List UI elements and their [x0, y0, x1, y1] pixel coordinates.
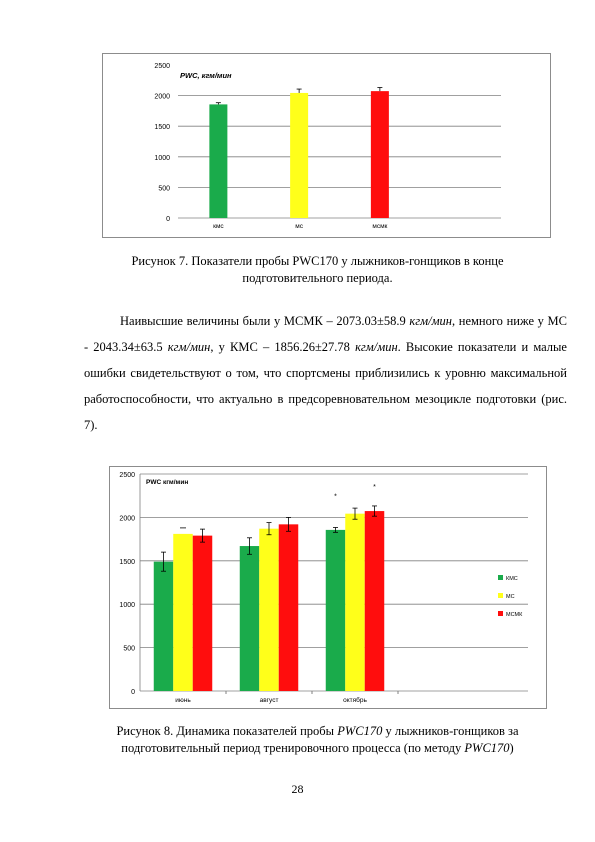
legend-label: МСМК	[506, 612, 523, 618]
x-tick-label: мсмк	[372, 223, 388, 230]
y-tick-label: 2000	[154, 93, 170, 101]
unit-text: кгм/мин	[355, 340, 398, 354]
figure-8-caption	[80, 723, 555, 757]
y-tick-label: 0	[131, 689, 135, 696]
page-number: 28	[291, 782, 304, 796]
caption-part: Рисунок 8. Динамика показателей пробы	[116, 724, 338, 738]
significance-mark: *	[373, 483, 376, 491]
chart-title: PWC кгм/мин	[146, 479, 189, 486]
y-tick-label: 2500	[119, 472, 135, 479]
bar	[259, 529, 279, 691]
caption-part: у лыжников-гонщиков за подготовительный период тренировочного процесса (по методу	[121, 724, 519, 755]
paragraph-part: Наивысшие величины были у МСМК – 2073.03±58.9	[120, 314, 410, 328]
unit-text: кгм/мин	[409, 314, 452, 328]
bar	[345, 514, 365, 691]
paragraph-part: . Высокие показатели и малые ошибки свидетельствуют о том, что спортсмены приблизились к уровню максимальной работоспособности, что актуально в предсоревновательном мезоцикле подготовки (рис. 7).	[84, 340, 567, 432]
bar	[326, 530, 346, 691]
legend-swatch	[498, 575, 503, 580]
bar	[209, 104, 227, 218]
paragraph-part: , у КМС – 1856.26±27.78	[210, 340, 356, 354]
bar	[279, 524, 299, 691]
bar	[371, 91, 389, 218]
y-tick-label: 1500	[119, 558, 135, 566]
bar	[365, 511, 385, 691]
y-tick-label: 1000	[119, 602, 135, 610]
bar	[154, 562, 174, 691]
body-paragraph	[84, 308, 567, 438]
bar	[173, 534, 193, 691]
x-tick-label: октябрь	[343, 697, 367, 704]
chart-title: PWC, кгм/мин	[180, 71, 232, 80]
unit-text: кгм/мин	[167, 340, 211, 354]
legend-swatch	[498, 593, 503, 598]
figure-7-caption: Рисунок 7. Показатели пробы PWC170 у лыжников-гонщиков в конце подготовительного периода.	[131, 254, 504, 285]
figure-8-svg	[110, 467, 546, 708]
x-tick-label: август	[259, 697, 279, 704]
bar	[193, 536, 213, 691]
figure-7-chart	[102, 53, 551, 238]
significance-mark: *	[334, 493, 337, 501]
paragraph-text	[84, 308, 567, 438]
y-tick-label: 1000	[154, 154, 170, 162]
paragraph-part: , немного ниже у МС - 2043.34±63.5	[84, 314, 567, 354]
x-tick-label: июнь	[175, 697, 191, 704]
legend-label: МС	[506, 594, 515, 600]
bar	[290, 93, 308, 218]
x-tick-label: мс	[295, 223, 303, 230]
y-tick-label: 1500	[154, 124, 170, 132]
y-tick-label: 500	[158, 185, 170, 193]
caption-emphasis: PWC170	[337, 724, 383, 738]
legend-swatch	[498, 611, 503, 616]
figure-8-chart	[109, 466, 547, 709]
y-tick-label: 2500	[154, 63, 170, 70]
legend-label: КМС	[506, 576, 518, 582]
bar	[240, 546, 260, 691]
y-tick-label: 0	[166, 216, 170, 223]
x-tick-label: кмс	[213, 223, 224, 230]
caption-emphasis: PWC170	[464, 741, 510, 755]
caption-part: )	[509, 741, 514, 755]
y-tick-label: 2000	[119, 515, 135, 523]
y-tick-label: 500	[123, 645, 135, 653]
figure-7-svg	[103, 54, 550, 237]
